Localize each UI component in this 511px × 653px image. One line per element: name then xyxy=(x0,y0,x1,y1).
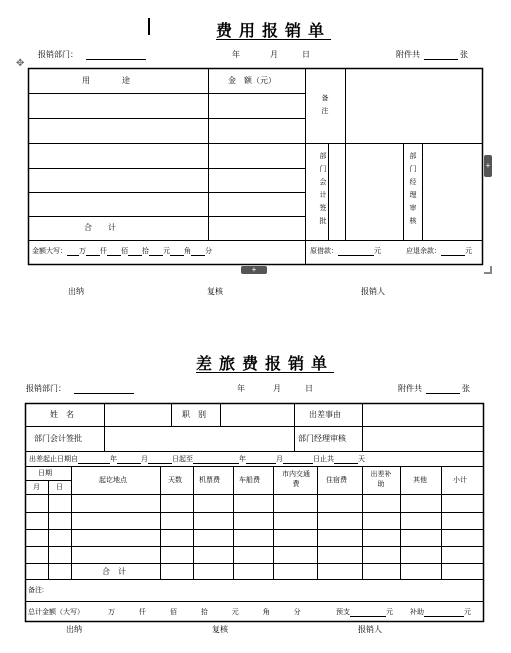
form2-position-field[interactable] xyxy=(222,405,292,425)
form2-trip-from: 出差起止日期自 xyxy=(29,456,78,463)
form1-refund-yuan: 元 xyxy=(465,248,472,255)
form2-advance-field[interactable] xyxy=(350,608,386,617)
form1-capital-label: 金额大写： xyxy=(32,248,67,255)
form2-total-label: 合 计 xyxy=(102,567,126,576)
form2-header-local: 市内交通费 xyxy=(282,471,310,488)
form2-unit-bai: 佰 xyxy=(169,609,177,616)
form2-header-date: 日期 xyxy=(38,470,52,477)
form2-header-day: 日 xyxy=(56,484,63,491)
form2-subsidy-field[interactable] xyxy=(424,608,464,617)
form2-trip-days-unit: 天 xyxy=(358,456,365,463)
form2-trip-field[interactable] xyxy=(148,455,172,464)
form1-sign-claimant: 报销人 xyxy=(361,287,385,296)
form1-unit-bai: 佰 xyxy=(121,248,128,255)
form1-date-day: 日 xyxy=(302,50,310,59)
add-column-handle-icon[interactable]: + xyxy=(484,155,492,177)
form1-borrow-yuan: 元 xyxy=(374,248,381,255)
form1-unit-qian: 仟 xyxy=(100,248,107,255)
form2-trip-month2: 月 xyxy=(276,456,283,463)
form2-title: 差旅费报销单 xyxy=(196,356,335,373)
form1-borrow-label: 原借款： xyxy=(310,248,338,255)
form2-name-label: 姓 名 xyxy=(50,410,74,419)
form2-trip-field[interactable] xyxy=(246,455,276,464)
form2-name-field[interactable] xyxy=(106,405,170,425)
form1-col-amount: 金 额（元） xyxy=(228,76,276,85)
form2-header-days: 天数 xyxy=(168,477,182,484)
table-move-handle-icon[interactable]: ✥ xyxy=(16,58,25,69)
form2-advance-label: 预支 xyxy=(336,609,350,616)
form2-unit-shi: 拾 xyxy=(200,609,208,616)
form1-refund-label: 应退余款： xyxy=(406,248,441,255)
form2-trip-year: 年 xyxy=(110,456,117,463)
form1-dept-label: 报销部门： xyxy=(38,50,78,59)
form1-total-label: 合 计 xyxy=(84,223,116,232)
form2-header-month: 月 xyxy=(33,484,40,491)
form2-dept-manager-label: 部门经理审核 xyxy=(298,434,346,443)
form1-dept-manager-label: 部门经理审核 xyxy=(409,153,417,225)
form1-sign-cashier: 出纳 xyxy=(68,287,84,296)
form2-trip-field[interactable] xyxy=(193,455,239,464)
add-row-handle-icon[interactable]: + xyxy=(241,266,267,274)
form2-advance-yuan: 元 xyxy=(386,609,393,616)
form2-date-month: 月 xyxy=(273,384,281,393)
form2-header-air: 机票费 xyxy=(199,477,220,484)
form2-unit-fen: 分 xyxy=(293,609,301,616)
form2-trip-month: 月 xyxy=(141,456,148,463)
form2-advance-row xyxy=(336,608,393,617)
form1-unit-shi: 拾 xyxy=(142,248,149,255)
form1-unit-fen: 分 xyxy=(205,248,212,255)
form2-trip-reason-field[interactable] xyxy=(364,405,482,425)
form2-trip-day-start: 日起至 xyxy=(172,456,193,463)
form1-unit-wan: 万 xyxy=(79,248,86,255)
form2-header-subtotal: 小计 xyxy=(453,477,467,484)
form2-attach-suffix: 张 xyxy=(462,384,470,393)
form2-remarks-label: 备注: xyxy=(28,587,44,594)
form1-attach-suffix: 张 xyxy=(460,50,468,59)
form2-sign-claimant: 报销人 xyxy=(358,625,382,634)
form2-trip-field[interactable] xyxy=(334,455,358,464)
form1-unit-yuan: 元 xyxy=(163,248,170,255)
form1-title: 费用报销单 xyxy=(216,23,332,40)
form2-trip-reason-label: 出差事由 xyxy=(309,410,341,419)
form2-unit-qian: 仟 xyxy=(138,609,146,616)
form2-date-day: 日 xyxy=(305,384,313,393)
form2-trip-field[interactable] xyxy=(78,455,110,464)
form2-trip-day-end: 日止共 xyxy=(313,456,334,463)
form1-col-purpose: 用 途 xyxy=(82,76,130,85)
form1-attach-prefix: 附件共 xyxy=(396,50,420,59)
form2-dept-label: 报销部门： xyxy=(26,384,66,393)
form2-capital-row xyxy=(28,608,301,617)
form2-header-vehicle: 车船费 xyxy=(239,477,260,484)
form1-unit-jiao: 角 xyxy=(184,248,191,255)
form1-remarks-label: 备注 xyxy=(321,95,329,115)
form2-unit-yuan: 元 xyxy=(231,609,239,616)
form2-header-other: 其他 xyxy=(413,477,427,484)
form1-date-year: 年 xyxy=(232,50,240,59)
form2-header-lodging: 住宿费 xyxy=(326,477,347,484)
form2-date-year: 年 xyxy=(237,384,245,393)
form2-capital-label: 总计金额（大写） xyxy=(28,609,84,616)
form2-trip-dates-row xyxy=(29,455,365,464)
form2-unit-wan: 万 xyxy=(107,609,115,616)
form2-trip-field[interactable] xyxy=(117,455,141,464)
form2-unit-jiao: 角 xyxy=(262,609,270,616)
form2-trip-field[interactable] xyxy=(283,455,313,464)
form1-dept-accounting-label: 部门会计签批 xyxy=(319,153,327,225)
form2-attach-prefix: 附件共 xyxy=(398,384,422,393)
form2-position-label: 职 别 xyxy=(182,410,206,419)
form2-subsidy-yuan: 元 xyxy=(464,609,471,616)
form2-sign-cashier: 出纳 xyxy=(66,625,82,634)
form2-trip-year2: 年 xyxy=(239,456,246,463)
form1-date-month: 月 xyxy=(270,50,278,59)
form2-dept-accounting-label: 部门会计签批 xyxy=(34,434,82,443)
form2-header-place: 起讫地点 xyxy=(99,477,127,484)
form2-subsidy-label: 补助 xyxy=(410,609,424,616)
form2-subsidy-row xyxy=(410,608,471,617)
form1-sign-review: 复核 xyxy=(207,287,223,296)
form2-sign-review: 复核 xyxy=(212,625,228,634)
form2-header-allowance: 出差补助 xyxy=(370,471,392,488)
